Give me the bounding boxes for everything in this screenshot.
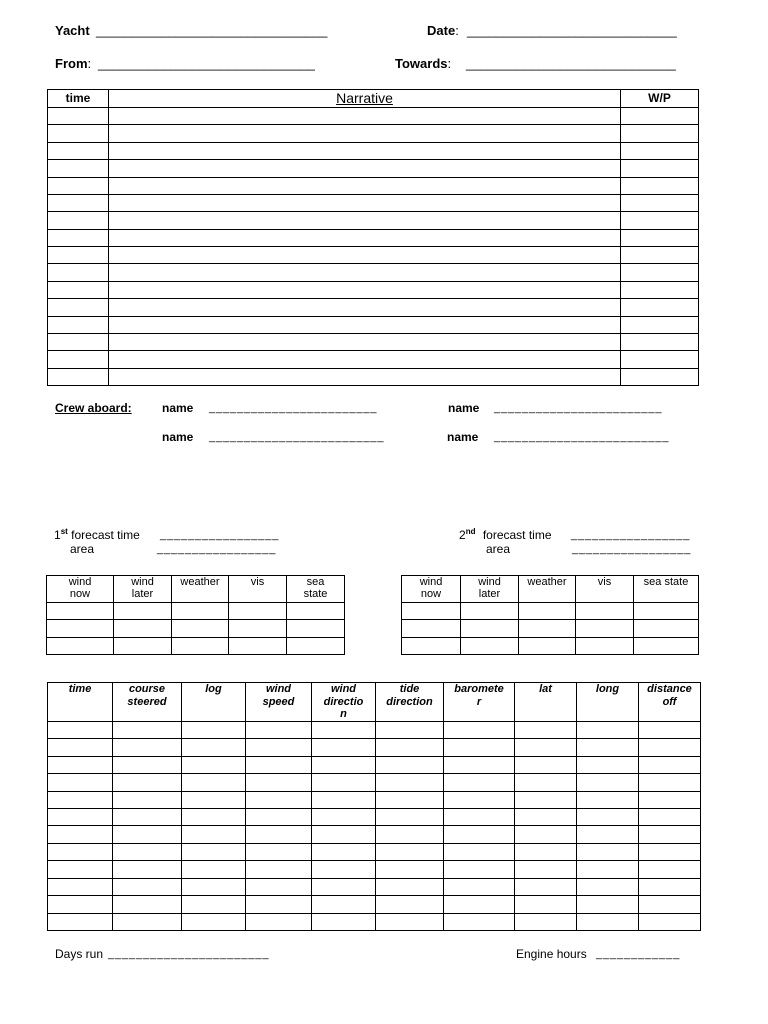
forecast-time-text: forecast time <box>71 528 140 542</box>
date-label: Date <box>427 23 456 38</box>
forecast-ordinal: 2 <box>459 528 466 542</box>
crew-name-label: name <box>162 430 194 444</box>
distance-off-cell <box>639 861 700 877</box>
wind-now-cell <box>402 638 460 654</box>
course-steered-cell <box>113 896 181 912</box>
wind-now-cell <box>47 638 113 654</box>
barometer-cell <box>444 739 514 755</box>
crew-name-blank: ________________________ <box>209 402 378 414</box>
log-cell <box>182 792 245 808</box>
log-cell <box>182 914 245 930</box>
long-cell <box>577 879 638 895</box>
long-cell <box>577 774 638 790</box>
distance-off-cell <box>639 844 700 860</box>
distance-off-cell <box>639 879 700 895</box>
wp-cell <box>621 125 698 141</box>
crew-name-blank: _________________________ <box>209 431 385 443</box>
time-cell <box>48 143 108 159</box>
wind-direction-cell <box>312 792 375 808</box>
time-cell <box>48 757 112 773</box>
course-steered-cell <box>113 826 181 842</box>
column-header-lat: lat <box>515 683 576 721</box>
log-cell <box>182 844 245 860</box>
vis-cell <box>229 638 286 654</box>
barometer-cell <box>444 722 514 738</box>
time-cell <box>48 212 108 228</box>
lat-cell <box>515 809 576 825</box>
tide-direction-cell <box>376 844 443 860</box>
wind-speed-cell <box>246 844 311 860</box>
tide-direction-cell <box>376 809 443 825</box>
forecast-area-blank: _________________ <box>572 543 692 555</box>
wp-cell <box>621 351 698 367</box>
log-cell <box>182 722 245 738</box>
wind-speed-cell <box>246 774 311 790</box>
tide-direction-cell <box>376 826 443 842</box>
time-cell <box>48 160 108 176</box>
yacht-label: Yacht <box>55 23 90 38</box>
distance-off-cell <box>639 757 700 773</box>
column-header-wind-later: wind later <box>114 576 171 602</box>
lat-cell <box>515 879 576 895</box>
engine-hours-blank: ____________ <box>596 948 681 960</box>
vis-cell <box>576 620 633 636</box>
wind-speed-cell <box>246 739 311 755</box>
column-header-narrative: Narrative <box>109 90 620 107</box>
time-cell <box>48 809 112 825</box>
lat-cell <box>515 914 576 930</box>
column-header-time: time <box>48 90 108 107</box>
wind-speed-cell <box>246 914 311 930</box>
column-header-wind-now: wind now <box>47 576 113 602</box>
column-header-weather: weather <box>172 576 228 602</box>
time-cell <box>48 774 112 790</box>
forecast-time-blank: _________________ <box>571 529 691 541</box>
barometer-cell <box>444 914 514 930</box>
barometer-cell <box>444 774 514 790</box>
wp-cell <box>621 299 698 315</box>
days-run-blank: _______________________ <box>108 948 270 960</box>
column-header-wind-speed: wind speed <box>246 683 311 721</box>
narrative-cell <box>109 351 620 367</box>
time-cell <box>48 844 112 860</box>
towards-field <box>395 56 451 71</box>
date-field <box>427 23 459 38</box>
log-cell <box>182 774 245 790</box>
barometer-cell <box>444 861 514 877</box>
forecast-time-blank: _________________ <box>160 529 280 541</box>
tide-direction-cell <box>376 757 443 773</box>
long-cell <box>577 792 638 808</box>
wp-cell <box>621 264 698 280</box>
forecast-ordinal: 1 <box>54 528 61 542</box>
yacht-blank: ________________________________ <box>96 23 328 38</box>
lat-cell <box>515 722 576 738</box>
forecast-ordinal-suffix: st <box>60 527 68 536</box>
log-cell <box>182 861 245 877</box>
narrative-cell <box>109 160 620 176</box>
barometer-cell <box>444 896 514 912</box>
vis-cell <box>576 638 633 654</box>
towards-colon: : <box>447 56 452 71</box>
sea-state-cell <box>287 603 344 619</box>
wind-now-cell <box>47 620 113 636</box>
long-cell <box>577 914 638 930</box>
long-cell <box>577 844 638 860</box>
wp-cell <box>621 160 698 176</box>
log-cell <box>182 809 245 825</box>
time-cell <box>48 299 108 315</box>
barometer-cell <box>444 826 514 842</box>
course-steered-cell <box>113 809 181 825</box>
sea-state-cell <box>287 620 344 636</box>
wp-cell <box>621 334 698 350</box>
narrative-cell <box>109 108 620 124</box>
weather-cell <box>172 620 228 636</box>
lat-cell <box>515 792 576 808</box>
time-cell <box>48 879 112 895</box>
wind-speed-cell <box>246 896 311 912</box>
from-field <box>55 56 91 71</box>
column-header-distance-off: distance off <box>639 683 700 721</box>
wind-speed-cell <box>246 861 311 877</box>
navigation-log-table <box>47 682 701 931</box>
column-header-vis: vis <box>229 576 286 602</box>
log-cell <box>182 879 245 895</box>
time-cell <box>48 125 108 141</box>
wind-direction-cell <box>312 879 375 895</box>
long-cell <box>577 757 638 773</box>
wp-cell <box>621 282 698 298</box>
distance-off-cell <box>639 914 700 930</box>
forecast-1-table <box>46 575 345 655</box>
time-cell <box>48 247 108 263</box>
barometer-cell <box>444 757 514 773</box>
forecast-area-label: area <box>486 542 511 556</box>
wind-speed-cell <box>246 792 311 808</box>
tide-direction-cell <box>376 914 443 930</box>
barometer-cell <box>444 792 514 808</box>
forecast-area-label: area <box>70 542 95 556</box>
tide-direction-cell <box>376 739 443 755</box>
narrative-cell <box>109 178 620 194</box>
long-cell <box>577 896 638 912</box>
time-cell <box>48 861 112 877</box>
wp-cell <box>621 247 698 263</box>
crew-heading: Crew aboard: <box>55 401 132 415</box>
from-blank: ______________________________ <box>98 56 315 71</box>
wind-direction-cell <box>312 861 375 877</box>
course-steered-cell <box>113 914 181 930</box>
wind-direction-cell <box>312 774 375 790</box>
distance-off-cell <box>639 722 700 738</box>
wp-cell <box>621 369 698 385</box>
wind-speed-cell <box>246 879 311 895</box>
narrative-cell <box>109 369 620 385</box>
wind-now-cell <box>402 603 460 619</box>
vis-cell <box>229 620 286 636</box>
wind-direction-cell <box>312 826 375 842</box>
time-cell <box>48 317 108 333</box>
wind-direction-cell <box>312 757 375 773</box>
column-header-barometer: baromete r <box>444 683 514 721</box>
time-cell <box>48 792 112 808</box>
tide-direction-cell <box>376 861 443 877</box>
forecast-ordinal-suffix: nd <box>465 527 476 536</box>
wp-cell <box>621 230 698 246</box>
narrative-cell <box>109 282 620 298</box>
wind-later-cell <box>114 638 171 654</box>
column-header-course-steered: course steered <box>113 683 181 721</box>
date-colon: : <box>455 23 459 38</box>
narrative-cell <box>109 230 620 246</box>
weather-cell <box>519 620 575 636</box>
time-cell <box>48 826 112 842</box>
wp-cell <box>621 317 698 333</box>
narrative-cell <box>109 247 620 263</box>
tide-direction-cell <box>376 792 443 808</box>
weather-cell <box>172 603 228 619</box>
wind-direction-cell <box>312 914 375 930</box>
wind-later-cell <box>114 603 171 619</box>
distance-off-cell <box>639 774 700 790</box>
wind-now-cell <box>47 603 113 619</box>
narrative-cell <box>109 125 620 141</box>
lat-cell <box>515 896 576 912</box>
narrative-cell <box>109 317 620 333</box>
time-cell <box>48 282 108 298</box>
wind-direction-cell <box>312 739 375 755</box>
towards-label: Towards <box>395 56 448 71</box>
wp-cell <box>621 212 698 228</box>
wp-cell <box>621 108 698 124</box>
wind-direction-cell <box>312 844 375 860</box>
forecast-2-table <box>401 575 699 655</box>
column-header-sea-state: sea state <box>634 576 698 602</box>
tide-direction-cell <box>376 896 443 912</box>
forecast-2-time-label <box>459 528 552 542</box>
column-header-wind-later: wind later <box>461 576 518 602</box>
long-cell <box>577 826 638 842</box>
crew-name-blank: ________________________ <box>494 402 663 414</box>
log-cell <box>182 757 245 773</box>
tide-direction-cell <box>376 722 443 738</box>
wind-speed-cell <box>246 757 311 773</box>
wind-direction-cell <box>312 896 375 912</box>
vis-cell <box>229 603 286 619</box>
narrative-table <box>47 89 699 386</box>
course-steered-cell <box>113 861 181 877</box>
column-header-vis: vis <box>576 576 633 602</box>
barometer-cell <box>444 879 514 895</box>
time-cell <box>48 230 108 246</box>
time-cell <box>48 108 108 124</box>
distance-off-cell <box>639 826 700 842</box>
date-blank: _____________________________ <box>467 23 677 38</box>
wp-cell <box>621 195 698 211</box>
column-header-sea-state: sea state <box>287 576 344 602</box>
sea-state-cell <box>634 603 698 619</box>
course-steered-cell <box>113 757 181 773</box>
column-header-weather: weather <box>519 576 575 602</box>
weather-cell <box>519 638 575 654</box>
time-cell <box>48 351 108 367</box>
crew-name-label: name <box>448 401 480 415</box>
lat-cell <box>515 844 576 860</box>
distance-off-cell <box>639 792 700 808</box>
days-run-label: Days run <box>55 947 104 961</box>
barometer-cell <box>444 809 514 825</box>
wind-later-cell <box>461 620 518 636</box>
time-cell <box>48 722 112 738</box>
column-header-time: time <box>48 683 112 721</box>
time-cell <box>48 264 108 280</box>
wp-cell <box>621 178 698 194</box>
log-cell <box>182 739 245 755</box>
time-cell <box>48 914 112 930</box>
long-cell <box>577 739 638 755</box>
long-cell <box>577 861 638 877</box>
column-header-wind-direction: wind directio n <box>312 683 375 721</box>
lat-cell <box>515 757 576 773</box>
tide-direction-cell <box>376 774 443 790</box>
time-cell <box>48 896 112 912</box>
time-cell <box>48 369 108 385</box>
distance-off-cell <box>639 739 700 755</box>
sea-state-cell <box>287 638 344 654</box>
narrative-cell <box>109 212 620 228</box>
crew-name-blank: _________________________ <box>494 431 670 443</box>
time-cell <box>48 334 108 350</box>
narrative-cell <box>109 334 620 350</box>
wind-now-cell <box>402 620 460 636</box>
wind-speed-cell <box>246 826 311 842</box>
from-label: From <box>55 56 88 71</box>
wind-speed-cell <box>246 722 311 738</box>
course-steered-cell <box>113 722 181 738</box>
lat-cell <box>515 774 576 790</box>
crew-name-label: name <box>447 430 479 444</box>
yacht-field <box>55 23 90 38</box>
course-steered-cell <box>113 792 181 808</box>
sea-state-cell <box>634 638 698 654</box>
barometer-cell <box>444 844 514 860</box>
wp-cell <box>621 143 698 159</box>
wind-later-cell <box>114 620 171 636</box>
course-steered-cell <box>113 774 181 790</box>
lat-cell <box>515 861 576 877</box>
narrative-cell <box>109 299 620 315</box>
time-cell <box>48 178 108 194</box>
wind-speed-cell <box>246 809 311 825</box>
crew-name-label: name <box>162 401 194 415</box>
column-header-long: long <box>577 683 638 721</box>
lat-cell <box>515 826 576 842</box>
column-header-wind-now: wind now <box>402 576 460 602</box>
long-cell <box>577 809 638 825</box>
sea-state-cell <box>634 620 698 636</box>
narrative-cell <box>109 143 620 159</box>
wind-direction-cell <box>312 722 375 738</box>
forecast-time-text: forecast time <box>482 528 552 542</box>
distance-off-cell <box>639 896 700 912</box>
engine-hours-label: Engine hours <box>516 947 587 961</box>
narrative-cell <box>109 195 620 211</box>
lat-cell <box>515 739 576 755</box>
from-colon: : <box>87 56 92 71</box>
wind-later-cell <box>461 603 518 619</box>
column-header-log: log <box>182 683 245 721</box>
tide-direction-cell <box>376 879 443 895</box>
vis-cell <box>576 603 633 619</box>
time-cell <box>48 195 108 211</box>
distance-off-cell <box>639 809 700 825</box>
column-header-wp: W/P <box>621 90 698 107</box>
course-steered-cell <box>113 879 181 895</box>
wind-direction-cell <box>312 809 375 825</box>
column-header-tide-direction: tide direction <box>376 683 443 721</box>
time-cell <box>48 739 112 755</box>
weather-cell <box>172 638 228 654</box>
narrative-cell <box>109 264 620 280</box>
wind-later-cell <box>461 638 518 654</box>
course-steered-cell <box>113 739 181 755</box>
towards-blank: _____________________________ <box>466 56 676 71</box>
log-cell <box>182 896 245 912</box>
course-steered-cell <box>113 844 181 860</box>
long-cell <box>577 722 638 738</box>
forecast-area-blank: _________________ <box>157 543 277 555</box>
forecast-1-time-label <box>54 528 140 542</box>
weather-cell <box>519 603 575 619</box>
log-cell <box>182 826 245 842</box>
